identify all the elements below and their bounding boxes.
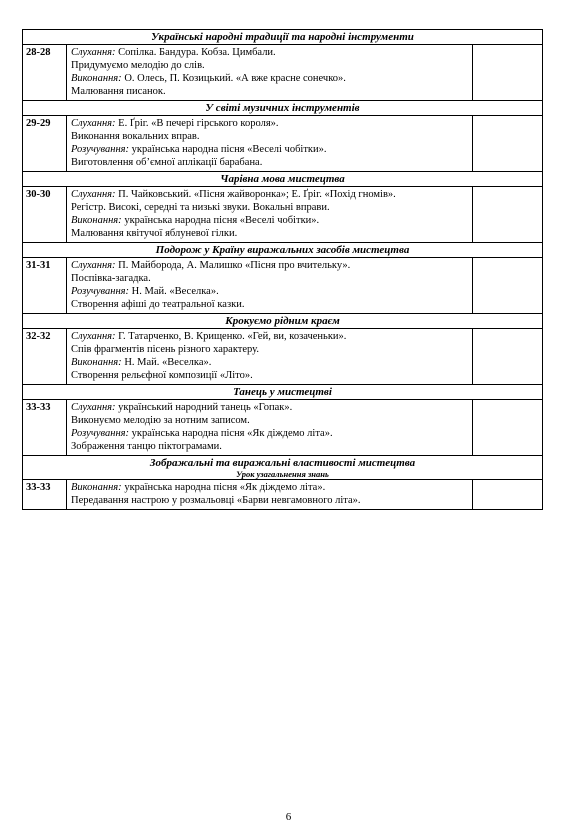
activity-text: український народний танець «Гопак». <box>115 402 293 413</box>
activity-text: Г. Татарченко, В. Крищенко. «Гей, ви, козаченьки». <box>115 331 347 342</box>
activity-label: Розучування: <box>71 286 130 297</box>
notes-cell <box>473 400 543 456</box>
activity-text: Спів фрагментів пісень різного характеру. <box>71 344 259 355</box>
lesson-content <box>67 187 473 243</box>
activity-text: Передавання настрою у розмальовці «Барви невгамовного літа». <box>71 495 361 506</box>
lesson-line <box>71 72 470 85</box>
activity-text: Поспівка-загадка. <box>71 273 151 284</box>
activity-label: Слухання: <box>71 118 116 129</box>
section-row <box>23 243 543 258</box>
lesson-line <box>71 201 470 214</box>
section-title <box>23 30 543 45</box>
lesson-line <box>71 298 470 311</box>
activity-text: Придумуємо мелодію до слів. <box>71 60 205 71</box>
activity-text: Зображення танцю піктограмами. <box>71 441 222 452</box>
lesson-plan-body <box>23 30 543 510</box>
lesson-line <box>71 59 470 72</box>
lesson-line <box>71 227 470 240</box>
activity-label: Виконання: <box>71 482 122 493</box>
notes-cell <box>473 329 543 385</box>
lesson-content <box>67 400 473 456</box>
lesson-row <box>23 258 543 314</box>
lesson-line <box>71 356 470 369</box>
section-title <box>23 101 543 116</box>
lesson-line <box>71 188 470 201</box>
activity-text: українська народна пісня «Веселі чобітки». <box>121 215 320 226</box>
section-title-text: Подорож у Країну виражальних засобів мистецтва <box>155 244 410 256</box>
section-title-text: Крокуємо рідним краєм <box>225 315 340 327</box>
activity-label: Розучування: <box>71 428 130 439</box>
activity-text: П. Майборода, А. Малишко «Пісня про вчительку». <box>115 260 351 271</box>
lesson-row <box>23 400 543 456</box>
activity-text: Створення афіші до театральної казки. <box>71 299 245 310</box>
lesson-number: 32-32 <box>23 329 67 385</box>
activity-label: Слухання: <box>71 47 116 58</box>
activity-label: Виконання: <box>71 73 122 84</box>
lesson-row <box>23 329 543 385</box>
section-title-text: Українські народні традиції та народні інструменти <box>151 31 414 43</box>
section-row <box>23 101 543 116</box>
section-title <box>23 314 543 329</box>
notes-cell <box>473 258 543 314</box>
activity-text: Е. Ґріг. «В печері гірського короля». <box>115 118 279 129</box>
activity-label: Розучування: <box>71 144 130 155</box>
activity-label: Виконання: <box>71 215 122 226</box>
notes-cell <box>473 116 543 172</box>
lesson-line <box>71 272 470 285</box>
lesson-row <box>23 187 543 243</box>
lesson-number: 29-29 <box>23 116 67 172</box>
lesson-number: 30-30 <box>23 187 67 243</box>
lesson-line <box>71 85 470 98</box>
section-row <box>23 172 543 187</box>
section-row <box>23 385 543 400</box>
lesson-line <box>71 214 470 227</box>
lesson-content <box>67 329 473 385</box>
lesson-line <box>71 285 470 298</box>
section-row <box>23 314 543 329</box>
section-title <box>23 243 543 258</box>
lesson-content <box>67 45 473 101</box>
activity-text: українська народна пісня «Як діждемо літа». <box>121 482 326 493</box>
section-subtitle: Урок узагальнення знань <box>236 469 329 479</box>
activity-text: Малювання писанок. <box>71 86 166 97</box>
activity-label: Слухання: <box>71 331 116 342</box>
section-title <box>23 385 543 400</box>
lesson-content <box>67 258 473 314</box>
lesson-line <box>71 369 470 382</box>
activity-text: Створення рельєфної композиції «Літо». <box>71 370 253 381</box>
lesson-row <box>23 116 543 172</box>
activity-label: Слухання: <box>71 189 116 200</box>
notes-cell <box>473 45 543 101</box>
lesson-number: 31-31 <box>23 258 67 314</box>
lesson-line <box>71 117 470 130</box>
activity-label: Слухання: <box>71 260 116 271</box>
lesson-line <box>71 130 470 143</box>
lesson-line <box>71 481 470 494</box>
lesson-line <box>71 401 470 414</box>
lesson-number: 28-28 <box>23 45 67 101</box>
activity-text: Виконуємо мелодію за нотним записом. <box>71 415 250 426</box>
activity-text: Регістр. Високі, середні та низькі звуки. Вокальні вправи. <box>71 202 330 213</box>
activity-text: Виконання вокальних вправ. <box>71 131 200 142</box>
section-title <box>23 172 543 187</box>
activity-text: Малювання квітучої яблуневої гілки. <box>71 228 238 239</box>
activity-label: Слухання: <box>71 402 116 413</box>
lesson-line <box>71 156 470 169</box>
activity-text: П. Чайковський. «Пісня жайворонка»; Е. Ґріг. «Похід гномів». <box>115 189 396 200</box>
lesson-line <box>71 494 470 507</box>
lesson-line <box>71 46 470 59</box>
activity-text: Сопілка. Бандура. Кобза. Цимбали. <box>115 47 276 58</box>
notes-cell <box>473 187 543 243</box>
lesson-content <box>67 116 473 172</box>
activity-label: Виконання: <box>71 357 122 368</box>
section-title-text: У світі музичних інструментів <box>205 102 360 114</box>
activity-text: Н. Май. «Веселка». <box>129 286 219 297</box>
section-row <box>23 30 543 45</box>
section-title <box>23 456 543 480</box>
section-title-text: Танець у мистецтві <box>233 386 332 398</box>
lesson-line <box>71 414 470 427</box>
lesson-line <box>71 440 470 453</box>
activity-text: Н. Май. «Веселка». <box>121 357 212 368</box>
activity-text: українська народна пісня «Як діждемо літа». <box>129 428 333 439</box>
lesson-number: 33-33 <box>23 400 67 456</box>
lesson-line <box>71 427 470 440</box>
section-title-text: Зображальні та виражальні властивості мистецтва <box>149 457 416 469</box>
lesson-line <box>71 343 470 356</box>
activity-text: Виготовлення об’ємної аплікації барабана. <box>71 157 263 168</box>
lesson-content <box>67 480 473 510</box>
activity-text: О. Олесь, П. Козицький. «А вже красне сонечко». <box>121 73 346 84</box>
lesson-line <box>71 330 470 343</box>
activity-text: українська народна пісня «Веселі чобітки». <box>129 144 327 155</box>
lesson-row <box>23 480 543 510</box>
section-row <box>23 456 543 480</box>
lesson-line <box>71 259 470 272</box>
section-title-text: Чарівна мова мистецтва <box>220 173 345 185</box>
lesson-plan-table <box>22 29 543 510</box>
lesson-line <box>71 143 470 156</box>
lesson-number: 33-33 <box>23 480 67 510</box>
notes-cell <box>473 480 543 510</box>
lesson-row <box>23 45 543 101</box>
page-number: 6 <box>285 811 292 823</box>
